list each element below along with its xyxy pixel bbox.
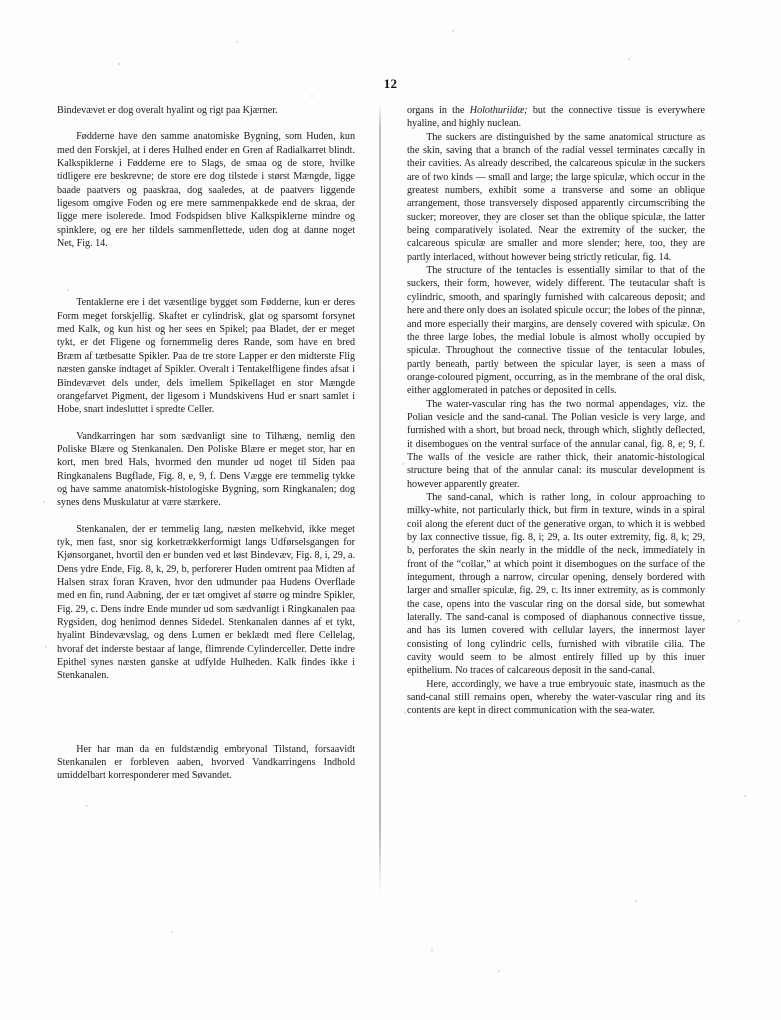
paragraph: The structure of the tentacles is essentially similar to that of the suckers, their form, however, widely different. The teutacular shaft is cylindric, smooth, and sparingly furnished with calcareous deposit; and here and there only does an isolated spicule occur; the lobes of the pinnæ, and more especially their margins, are densely covered with spiculæ. On the three large lobes, the medial lobule is almost wholly occupied by spiculæ. Throughout the connective tissue of the tentacular lobules, partly beneath, partly between the spicular layer, is seen a mass of orange-coloured pigment, occurring, as in the membrane of the oral disk, either agglomerated in patches or deposited in cells. bbox=[407, 265, 705, 397]
paragraph: Her har man da en fuldstændig embryonal Tilstand, forsaavidt Stenkanalen er forbleven aaben, hvorved Vandkarringens Indhold umiddelbart korresponderer med Søvandet. bbox=[57, 743, 355, 782]
two-column-body bbox=[57, 104, 725, 894]
paragraph: Vandkarringen har som sædvanligt sine to Tilhæng, nemlig den Poliske Blære og Stenkanalen. Den Poliske Blære er meget stor, har en kort, men bred Hals, hvormed den munder ud noget til Siden paa Ringkanalens Bugflade, Fig. 8, e, 9, f. Dens Vægge ere temmelig tykke og have samme anatomisk-histologiske Bygning, som Ringkanalen; dog synes dens Muskulatur at være stærkere. bbox=[57, 430, 355, 509]
paragraph: Here, accordingly, we have a true embryouic state, inasmuch as the sand-canal still remains open, whereby the water-vascular ring and its contents are kept in direct communication with the sea-water. bbox=[407, 678, 705, 717]
taxon-name-italic: Holothuriidæ; bbox=[469, 105, 528, 116]
paragraph: The sand-canal, which is rather long, in colour approaching to milky-white, not particularly thick, but firm in texture, winds in a spiral coil along the eferent duct of the generative organ, to which it is webbed by lax connective tissue, fig. 8, i; 29, a. Its outer extremity, fig. 8, k; 29, b, perforates the skin nearly in the middle of the neck, immediately in front of the “collar,” at which point it disembogues on the surface of the integument, through a narrow, circular opening, densely bordered with larger and smaller spiculæ, fig. 29, c. Its inner extremity, as is commonly the case, opens into the vascular ring on the dorsal side, but somewhat laterally. The sand-canal is composed of diaphanous connective tissue, and has its lumen covered with cellular layers, the innermost layer consisting of long cylindric cells, furnished with vibratile cilia. The cavity would seem to be almost entirely filled up by this inuer epithelium. No traces of calcareous deposit in the sand-canal. bbox=[407, 491, 705, 677]
text-after-taxon: but the connective tissue is everywhere hyaline, and highly nuclean. bbox=[407, 105, 706, 130]
right-column-english bbox=[389, 104, 705, 894]
paragraph: The suckers are distinguished by the same anatomical structure as the skin, saving that a branch of the radial vessel terminates cæcally in their cavities. As already described, the calcareous spiculæ in the suckers are of two kinds — small and large; the large spiculæ, which occur in the greatest numbers, exhibit some a transverse and some an oblique arrangement, those transversely disposed apparently circumscribing the sucker; moreover, they are closer set than the oblique spiculæ, the latter being comparatively isolated. Near the extremity of the sucker, the calcareous spiculæ are smaller and more slender; here, too, they are partly interlaced, without however being strictly reticular, fig. 14. bbox=[407, 131, 705, 263]
left-column-danish bbox=[57, 104, 371, 894]
page-number: 12 bbox=[383, 76, 398, 91]
paragraph: Tentaklerne ere i det væsentlige bygget som Fødderne, kun er deres Form meget forskjellig. Skaftet er cylindrisk, glat og sparsomt forsynet med Kalk, og kun hist og her sees en Spikel; paa Bladet, der er meget tykt, er det Fligene og fornemmelig deres Rande, som have en bred Bræm af tætbesatte Spikler. Paa de tre store Lapper er den midterste Flig næsten ganske indtaget af Spikler. Overalt i Tentakelfligene findes afsat i Bindevævet dels under, dels imellem Spikellaget en stor Mængde orangefarvet Pigment, der ligesom i Mundskivens Hud er snart samlet i Hobe, snart indesluttet i spredte Celler. bbox=[57, 297, 355, 416]
paragraph: Stenkanalen, der er temmelig lang, næsten melkehvid, ikke meget tyk, men fast, snor sig korketrækkerformigt langs Udførselsgangen for Kjønsorganet, hvortil den er bunden ved et løst Bindevæv, Fig. 8, i, 29, a. Dens ydre Ende, Fig. 8, k, 29, b, perforerer Huden omtrent paa Midten af Halsen strax foran Kraven, hvor den udmunder paa Hudens Overflade med en fin, rund Aabning, der er tæt omgivet af større og mindre Spikler, Fig. 29, c. Dens indre Ende munder ud som sædvanligt i Ringkanalen paa Rygsiden, dog henimod dennes Sidedel. Stenkanalen dannes af et tykt, hyalint Bindevævslag, og dens Lumen er beklædt med flere Cellelag, hvoraf det inderste bestaar af lange, flimrende Cylinderceller. Dette indre Epithel synes næsten ganske at udfylde Hulheden. Kalk findes ikke i Stenkanalen. bbox=[57, 523, 355, 682]
paragraph: Fødderne have den samme anatomiske Bygning, som Huden, kun med den Forskjel, at i deres Hulhed ender en Gren af Radialkarret blindt. Kalkspiklerne i Fødderne ere to Slags, de smaa og de store, hvilke tidligere ere beskrevne; de store ere dog tilstede i størst Mængde, ligge baade paatvers og paaskraa, dog saaledes, at de paatvers liggende ligesom omgive Foden og ere mere sammenpakkede end de skraa, der ligge mere isolerede. Imod Fodspidsen blive Kalkspiklerne mindre og spinklere, og ere her tildels sammenflettede, uden dog at danne noget Net, Fig. 14. bbox=[57, 131, 355, 250]
paragraph: The water-vascular ring has the two normal appendages, viz. the Polian vesicle and the sand-canal. The Polian vesicle is very large, and furnished with a short, but broad neck, through which, slightly deflected, it disembogues on the ventral surface of the annular canal, fig. 8, e; 9, f. The walls of the vesicle are rather thick, their anatomic-histological structure being that of the annular canal: its muscular development is however apparently greater. bbox=[407, 398, 705, 490]
text-before-taxon: organs in the bbox=[407, 105, 470, 116]
paragraph: Bindevævet er dog overalt hyalint og rigt paa Kjærner. bbox=[57, 105, 278, 116]
column-divider-rule bbox=[379, 104, 381, 894]
paragraph-with-taxon-name bbox=[407, 104, 705, 131]
